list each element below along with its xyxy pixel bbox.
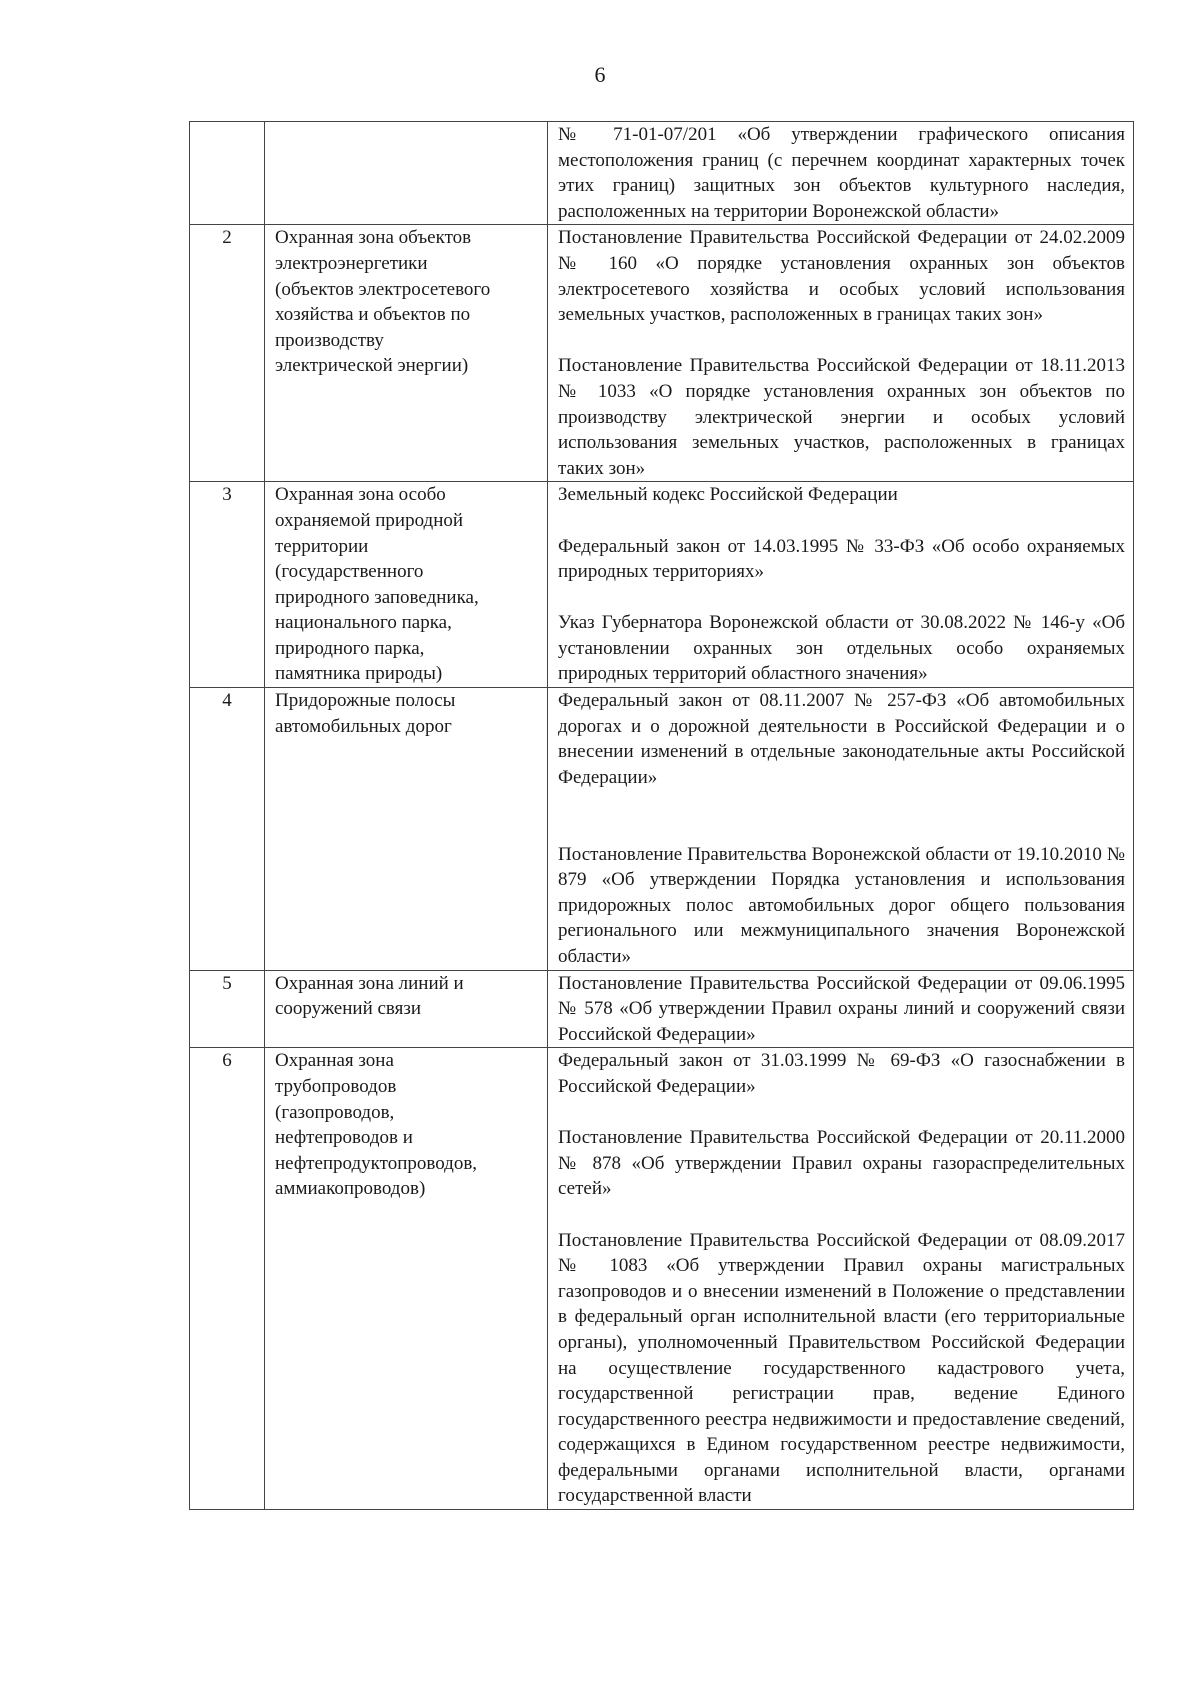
zone-name-line: территории [275,535,369,557]
row-number-cell: 6 [190,1048,265,1510]
row-number-cell: 4 [190,688,265,971]
legal-docs-cell [548,970,1134,1048]
zone-name-line: охраняемой природной [275,509,464,531]
table-row [190,482,1134,688]
zone-name-line: Охранная зона [275,1050,394,1072]
zone-name-line: Охранная зона особо [275,484,446,506]
zone-name-line: производству [275,329,384,351]
zone-name-line: Придорожные полосы [275,690,456,712]
legal-doc-paragraph: Федеральный закон от 14.03.1995 № 33-ФЗ «Об особо охраняемых природных территориях» [558,535,1125,583]
zone-name-cell [265,688,548,971]
zone-name-line: сооружений связи [275,998,422,1020]
legal-doc-paragraph: Постановление Правительства Российской Федерации от 20.11.2000 № 878 «Об утверждении Правил охраны газораспределительных сетей» [558,1127,1125,1200]
legal-doc-paragraph: Постановление Правительства Российской Федерации от 18.11.2013 № 1033 «О порядке установления охранных зон объектов по производству электрической энергии и особых условий использования земельных участков, расположенных в границах таких зон» [558,355,1125,479]
zone-name-line: (газопроводов, [275,1101,395,1123]
paragraph-gap [558,816,1125,842]
zone-name-line: нефтепроводов и [275,1127,413,1149]
zone-name-line: природного парка, [275,637,425,659]
table-row [190,225,1134,482]
zone-name-cell [265,970,548,1048]
zone-name-line: национального парка, [275,612,452,634]
zone-name-line: автомобильных дорог [275,715,452,737]
zone-name-line: трубопроводов [275,1075,397,1097]
legal-doc-paragraph: Постановление Правительства Российской Федерации от 24.02.2009 № 160 «О порядке установления охранных зон объектов электросетевого хозяйства и особых условий использования земельных участков, расположенных в границах таких зон» [558,227,1125,326]
paragraph-gap [558,1100,1125,1126]
paragraph-gap [558,790,1125,816]
zone-name-line: хозяйства и объектов по [275,304,471,326]
paragraph-gap [558,1202,1125,1228]
zone-name-line: (государственного [275,561,424,583]
zone-name-cell [265,482,548,688]
legal-doc-paragraph: Постановление Правительства Воронежской области от 19.10.2010 № 879 «Об утверждении Порядка установления и использования придорожных полос автомобильных дорог общего пользования регионального или межмуниципального значения Воронежской области» [558,843,1125,967]
paragraph-gap [558,585,1125,611]
legal-docs-cell [548,1048,1134,1510]
zone-name-cell [265,1048,548,1510]
table-row [190,688,1134,971]
row-number-cell: 3 [190,482,265,688]
zone-name-line: электроэнергетики [275,252,428,274]
zone-name-cell [265,225,548,482]
paragraph-gap [558,508,1125,534]
row-number-cell: 2 [190,225,265,482]
table-row [190,1048,1134,1510]
zone-name-line: природного заповедника, [275,586,479,608]
zone-name-line: нефтепродуктопроводов, [275,1152,478,1174]
legal-docs-cell [548,225,1134,482]
zone-name-line: (объектов электросетевого [275,278,491,300]
legal-doc-paragraph: Федеральный закон от 31.03.1999 № 69-ФЗ «О газоснабжении в Российской Федерации» [558,1050,1125,1097]
zone-name-line: памятника природы) [275,663,443,685]
legal-doc-paragraph: Указ Губернатора Воронежской области от 30.08.2022 № 146-у «Об установлении охранных зон отдельных особо охраняемых природных территорий областного значения» [558,612,1125,685]
table-row [190,970,1134,1048]
page-number: 6 [594,62,606,87]
legal-docs-cell [548,482,1134,688]
zones-table [189,121,1134,1510]
legal-doc-paragraph: Постановление Правительства Российской Федерации от 09.06.1995 № 578 «Об утверждении Правил охраны линий и сооружений связи Российской Федерации» [558,972,1125,1045]
legal-doc-paragraph: Земельный кодекс Российской Федерации [558,484,898,506]
paragraph-gap [558,328,1125,354]
zone-name-line: электрической энергии) [275,355,469,377]
zone-name-line: Охранная зона объектов [275,227,472,249]
legal-doc-paragraph: № 71-01-07/201 «Об утверждении графического описания местоположения границ (с перечнем координат характерных точек этих границ) защитных зон объектов культурного наследия, расположенных на территории Воронежской области» [558,124,1125,222]
legal-docs-cell [548,688,1134,971]
zone-name-cell [265,122,548,225]
row-number-cell [190,122,265,225]
row-number-cell: 5 [190,970,265,1048]
table-row [190,122,1134,225]
legal-doc-paragraph: Постановление Правительства Российской Федерации от 08.09.2017 № 1083 «Об утверждении Правил охраны магистральных газопроводов и о внесении изменений в Положение о представлении в федеральный орган исполнительной власти (его территориальные органы), уполномоченный Правительством Российской Федерации на осуществление государственного кадастрового учета, государственной регистрации прав, ведение Единого государственного реестра недвижимости и предоставление сведений, содержащихся в Едином государственном реестре недвижимости, федеральными органами исполнительной власти, органами государственной власти [558,1229,1125,1507]
legal-docs-cell [548,122,1134,225]
zone-name-line: Охранная зона линий и [275,972,464,994]
legal-doc-paragraph: Федеральный закон от 08.11.2007 № 257-ФЗ «Об автомобильных дорогах и о дорожной деятельности в Российской Федерации и о внесении изменений в отдельные законодательные акты Российской Федерации» [558,690,1125,788]
zone-name-line: аммиакопроводов) [275,1178,426,1200]
